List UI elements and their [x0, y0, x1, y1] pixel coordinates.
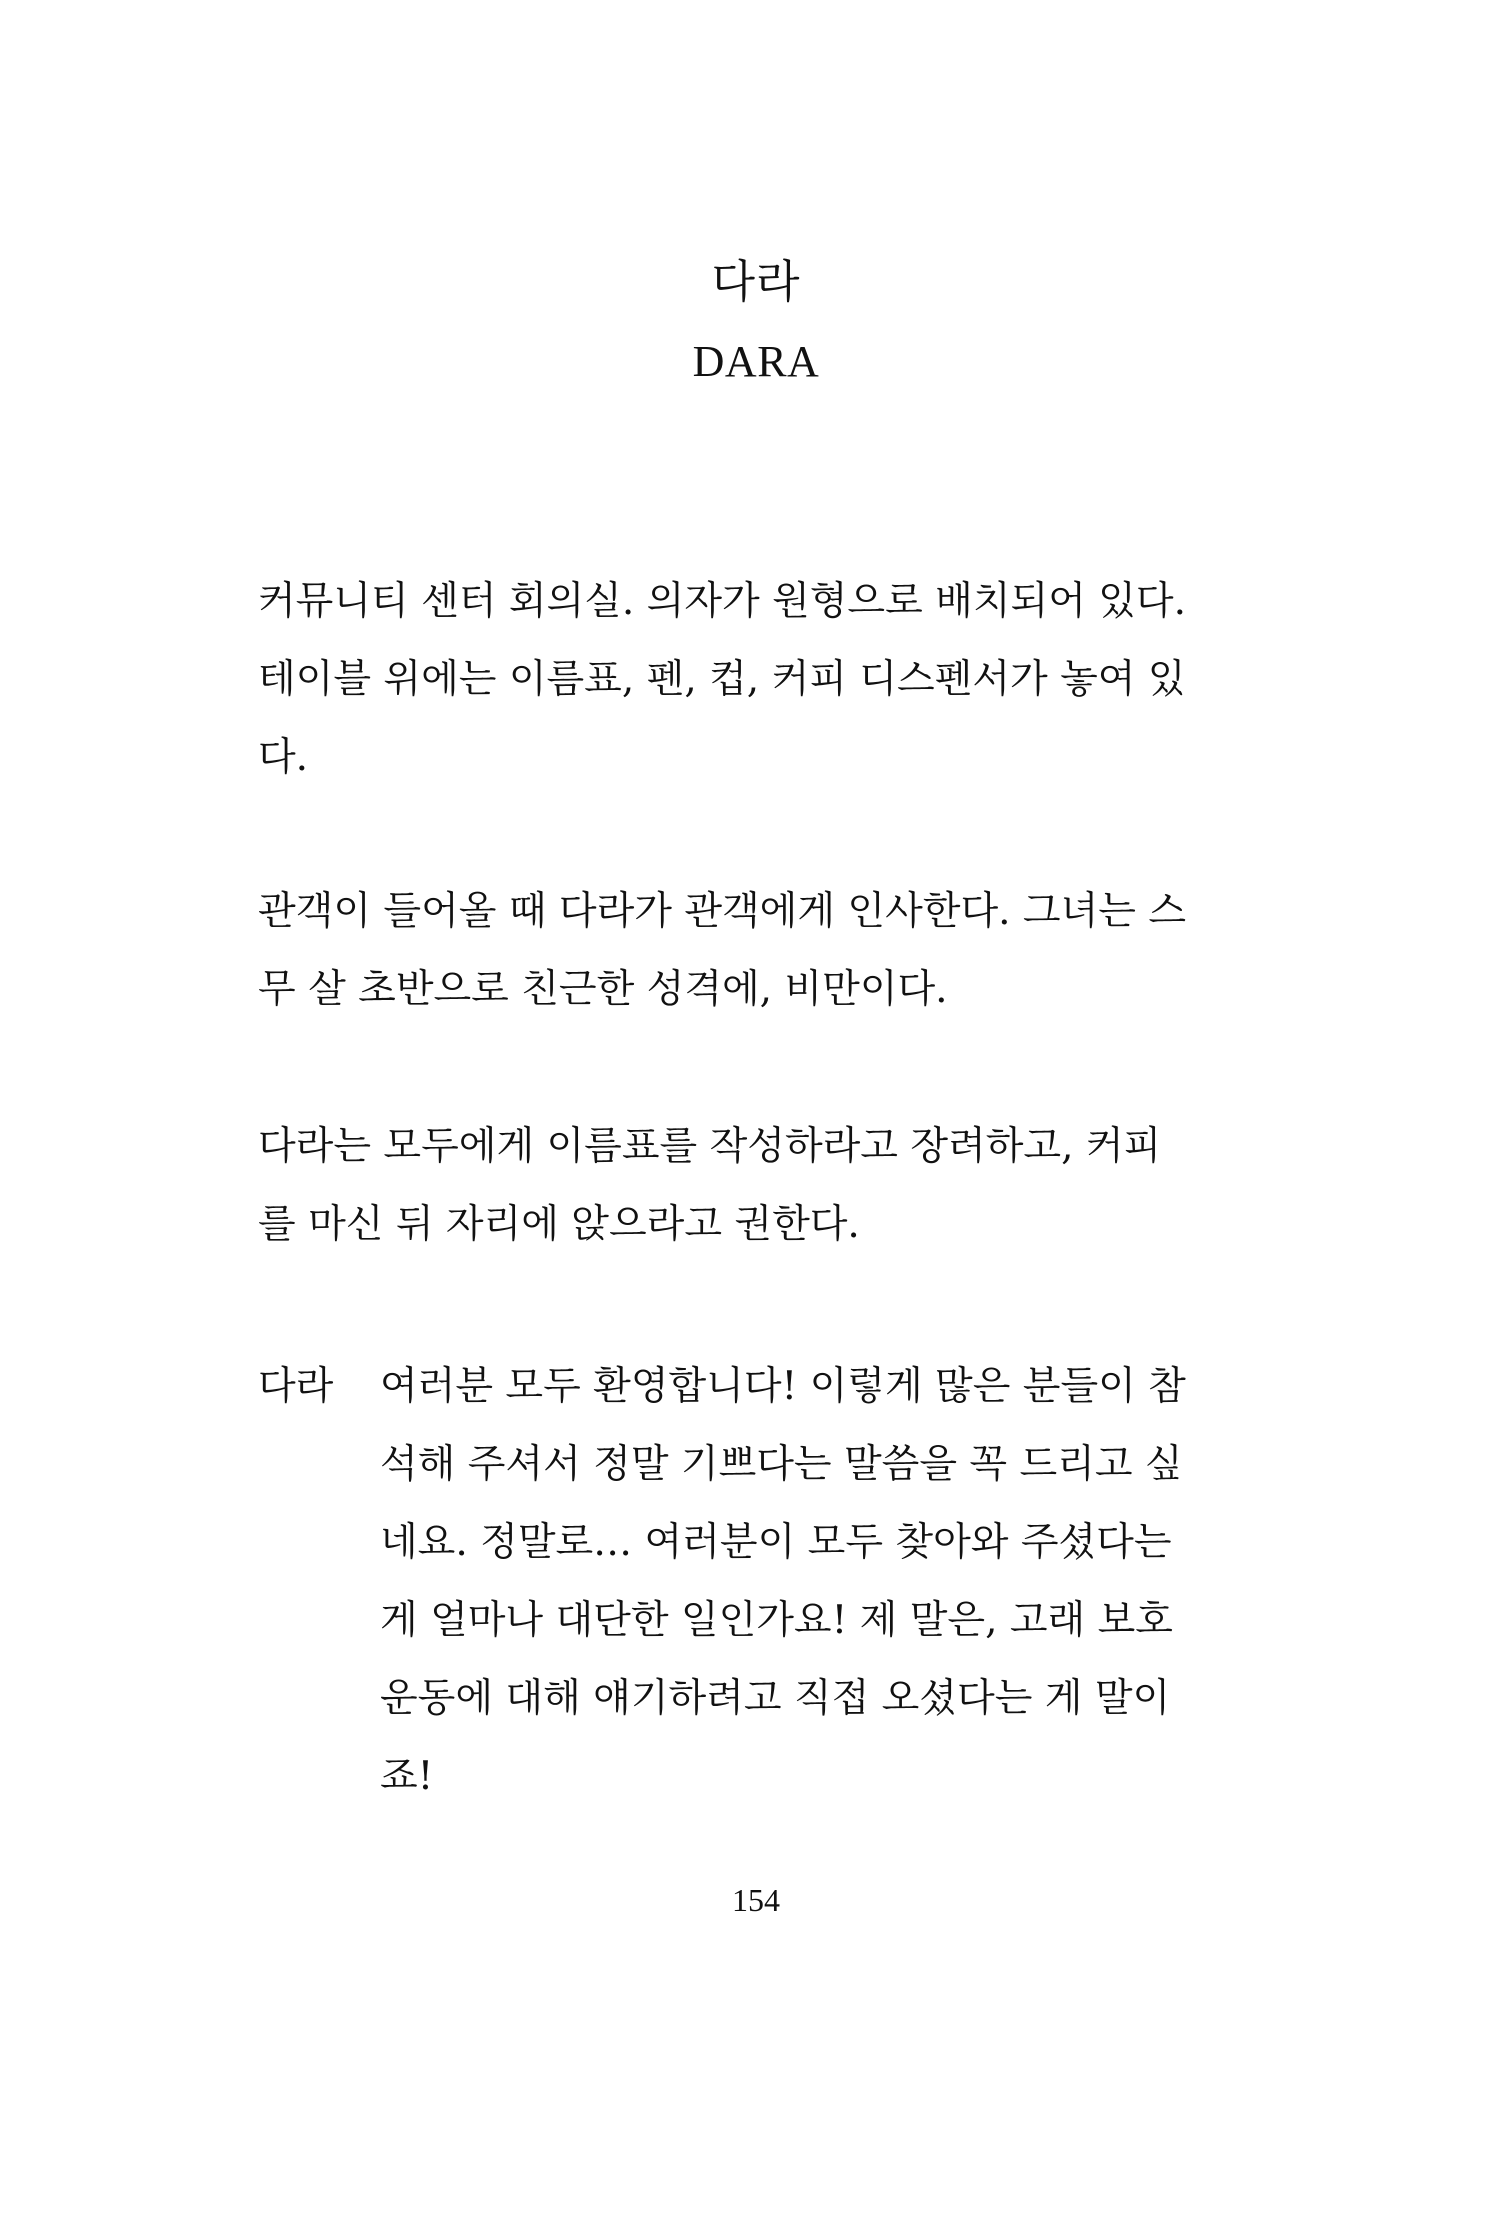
- dialogue-line: 석해 주셔서 정말 기쁘다는 말씀을 꼭 드리고 싶: [380, 1442, 1183, 1487]
- stage-direction-2: [258, 873, 1258, 1029]
- speaker-name: 다라: [258, 1364, 334, 1409]
- text-line: 커뮤니티 센터 회의실. 의자가 원형으로 배치되어 있다.: [258, 579, 1187, 624]
- text-line: 관객이 들어올 때 다라가 관객에게 인사한다. 그녀는 스: [258, 889, 1187, 934]
- dialogue-text: [380, 1348, 1260, 1816]
- dialogue-line: 운동에 대해 얘기하려고 직접 오셨다는 게 말이: [380, 1676, 1171, 1721]
- stage-direction-1: [258, 563, 1258, 797]
- text-line: 다라는 모두에게 이름표를 작성하라고 장려하고, 커피: [258, 1124, 1162, 1169]
- text-line: 테이블 위에는 이름표, 펜, 컵, 커피 디스펜서가 놓여 있: [258, 657, 1186, 702]
- page-number: 154: [732, 1882, 780, 1918]
- character-title-english: DARA: [692, 337, 820, 386]
- text-line: 다.: [258, 735, 309, 780]
- text-line: 무 살 초반으로 친근한 성격에, 비만이다.: [258, 967, 948, 1012]
- stage-direction-3: [258, 1108, 1258, 1264]
- dialogue-line: 죠!: [380, 1754, 434, 1799]
- dialogue-line: 여러분 모두 환영합니다! 이렇게 많은 분들이 참: [380, 1364, 1186, 1409]
- character-title-korean: 다라: [711, 255, 801, 308]
- dialogue-line: 네요. 정말로… 여러분이 모두 찾아와 주셨다는: [380, 1520, 1172, 1565]
- text-line: 를 마신 뒤 자리에 앉으라고 권한다.: [258, 1202, 860, 1247]
- dialogue-line: 게 얼마나 대단한 일인가요! 제 말은, 고래 보호: [380, 1598, 1173, 1643]
